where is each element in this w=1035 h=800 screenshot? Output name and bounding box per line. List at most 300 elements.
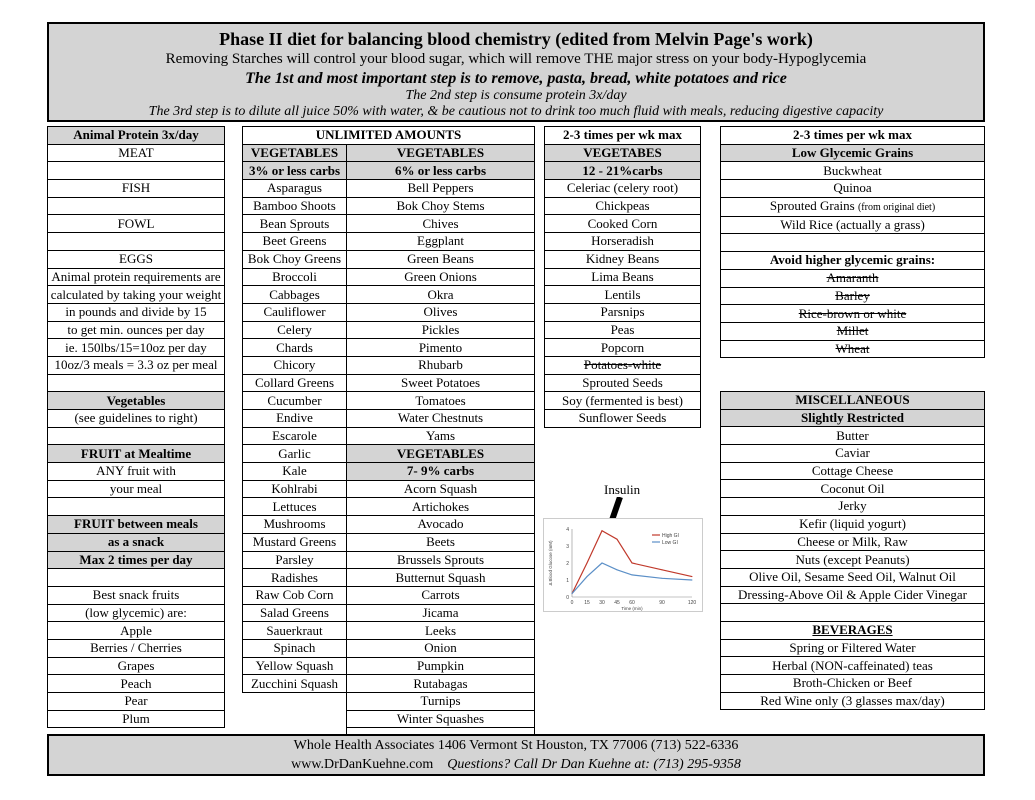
table-row xyxy=(243,321,535,339)
x-tick-label: 45 xyxy=(614,600,620,606)
list-item: Cottage Cheese xyxy=(721,462,985,480)
list-item: Broth-Chicken or Beef xyxy=(721,675,985,693)
list-item: Sweet Potatoes xyxy=(347,374,535,392)
table-row xyxy=(48,180,225,198)
header-banner xyxy=(47,22,985,122)
list-item: Bean Sprouts xyxy=(243,215,347,233)
table-row xyxy=(721,480,985,498)
table-row xyxy=(721,144,985,162)
list-item: Bok Choy Greens xyxy=(243,250,347,268)
y-axis-label: Δ Blood Glucose (mM) xyxy=(548,540,553,586)
list-item: Winter Squashes xyxy=(347,710,535,728)
list-item: Beets xyxy=(347,533,535,551)
animal-protein-table xyxy=(47,126,225,728)
list-item: Chards xyxy=(243,339,347,357)
table-row xyxy=(243,710,535,728)
table-row xyxy=(243,498,535,516)
table-row xyxy=(545,162,701,180)
data-point xyxy=(692,580,693,581)
table-row xyxy=(721,305,985,323)
list-item: Water Chestnuts xyxy=(347,410,535,428)
list-item: Peach xyxy=(48,675,225,693)
table-row xyxy=(48,569,225,587)
list-item: Rice-brown or white xyxy=(721,305,985,323)
table-row xyxy=(243,339,535,357)
list-item: Leeks xyxy=(347,622,535,640)
section-heading: as a snack xyxy=(48,533,225,551)
list-item: Cheese or Milk, Raw xyxy=(721,533,985,551)
table-row xyxy=(48,356,225,374)
table-row xyxy=(721,692,985,710)
x-tick-label: 15 xyxy=(584,600,590,606)
list-item: Chicory xyxy=(243,356,347,374)
list-item xyxy=(48,374,225,392)
table-row xyxy=(721,287,985,305)
sprouted-grains-label: Sprouted Grains xyxy=(769,197,858,213)
data-point xyxy=(617,539,618,540)
table-row xyxy=(721,551,985,569)
list-item: FISH xyxy=(48,180,225,198)
table-row xyxy=(721,604,985,622)
table-row xyxy=(48,392,225,410)
section-heading: Max 2 times per day xyxy=(48,551,225,569)
table-row xyxy=(243,268,535,286)
table-row xyxy=(243,569,535,587)
data-point xyxy=(632,563,633,564)
table-row xyxy=(48,551,225,569)
legend-entry: High GI xyxy=(662,533,679,539)
table-row xyxy=(721,252,985,270)
section-heading: VEGETABLES xyxy=(243,144,347,162)
list-item: Yellow Squash xyxy=(243,657,347,675)
list-item xyxy=(721,234,985,252)
list-item: Lentils xyxy=(545,286,701,304)
table-row xyxy=(243,675,535,693)
table-row xyxy=(721,621,985,639)
x-tick-label: 0 xyxy=(570,600,574,606)
x-axis-label: Time (min) xyxy=(621,606,643,611)
list-item: Peas xyxy=(545,321,701,339)
table-row xyxy=(243,197,535,215)
table-row xyxy=(48,286,225,304)
list-item: Chickpeas xyxy=(545,197,701,215)
table-row xyxy=(721,162,985,180)
list-item: Bell Peppers xyxy=(347,180,535,198)
list-item: Bamboo Shoots xyxy=(243,197,347,215)
data-point xyxy=(602,563,603,564)
data-point xyxy=(617,569,618,570)
list-item: Broccoli xyxy=(243,268,347,286)
list-item: Lettuces xyxy=(243,498,347,516)
list-item: Brussels Sprouts xyxy=(347,551,535,569)
x-tick-label: 120 xyxy=(687,600,697,606)
list-item: MEAT xyxy=(48,144,225,162)
table-row xyxy=(48,586,225,604)
unlimited-vegetables-table xyxy=(242,126,535,746)
table-row xyxy=(243,180,535,198)
table-row xyxy=(243,250,535,268)
list-item xyxy=(721,604,985,622)
section-heading: 3% or less carbs xyxy=(243,162,347,180)
list-item: Plum xyxy=(48,710,225,728)
table-row xyxy=(545,392,701,410)
section-heading: Low Glycemic Grains xyxy=(721,144,985,162)
list-item: Sauerkraut xyxy=(243,622,347,640)
list-item: Bok Choy Stems xyxy=(347,197,535,215)
table-row xyxy=(243,233,535,251)
list-item: (see guidelines to right) xyxy=(48,410,225,428)
beverages-heading: BEVERAGES xyxy=(721,621,985,639)
list-item xyxy=(48,197,225,215)
y-tick-label: 0 xyxy=(566,595,569,601)
list-item: Pumpkin xyxy=(347,657,535,675)
table-row xyxy=(243,144,535,162)
list-item: Millet xyxy=(721,322,985,340)
list-item: Carrots xyxy=(347,586,535,604)
list-item: ie. 150lbs/15=10oz per day xyxy=(48,339,225,357)
list-item: Butter xyxy=(721,427,985,445)
table-row xyxy=(721,586,985,604)
table-row xyxy=(243,127,535,145)
list-item: Berries / Cherries xyxy=(48,639,225,657)
grains-header: 2-3 times per wk max xyxy=(721,127,985,145)
table-row xyxy=(48,516,225,534)
list-item: Kefir (liquid yogurt) xyxy=(721,515,985,533)
header-line-5: The 3rd step is to dilute all juice 50% with water, & be cautious not to drink too much fluid with meals, reducing digestive capacity xyxy=(148,104,884,119)
list-item xyxy=(48,427,225,445)
table-row xyxy=(721,657,985,675)
table-row xyxy=(545,303,701,321)
table-row xyxy=(48,144,225,162)
table-row xyxy=(243,303,535,321)
table-row xyxy=(243,533,535,551)
table-row xyxy=(48,250,225,268)
list-item: Kohlrabi xyxy=(243,480,347,498)
table-row xyxy=(721,340,985,358)
table-row xyxy=(721,498,985,516)
list-item: Wild Rice (actually a grass) xyxy=(721,216,985,234)
list-item: Mustard Greens xyxy=(243,533,347,551)
x-tick-label: 90 xyxy=(659,600,665,606)
list-item xyxy=(243,710,347,728)
list-item: Okra xyxy=(347,286,535,304)
unlimited-header: UNLIMITED AMOUNTS xyxy=(243,127,535,145)
table-row xyxy=(243,215,535,233)
table-row xyxy=(48,197,225,215)
list-item: (low glycemic) are: xyxy=(48,604,225,622)
table-row xyxy=(48,657,225,675)
table-row xyxy=(721,409,985,427)
table-row xyxy=(243,480,535,498)
list-item: Olive Oil, Sesame Seed Oil, Walnut Oil xyxy=(721,568,985,586)
table-row xyxy=(721,445,985,463)
section-heading: 7- 9% carbs xyxy=(347,463,535,481)
list-item: Best snack fruits xyxy=(48,586,225,604)
table-row xyxy=(48,268,225,286)
list-item: your meal xyxy=(48,480,225,498)
section-heading: Slightly Restricted xyxy=(721,409,985,427)
list-item: Red Wine only (3 glasses max/day) xyxy=(721,692,985,710)
list-item: Popcorn xyxy=(545,339,701,357)
table-row xyxy=(545,339,701,357)
list-item: Chives xyxy=(347,215,535,233)
table-row xyxy=(243,586,535,604)
list-item xyxy=(243,693,347,711)
list-item: Grapes xyxy=(48,657,225,675)
table-row xyxy=(721,180,985,198)
list-item: Tomatoes xyxy=(347,392,535,410)
list-item: Sunflower Seeds xyxy=(545,410,701,428)
table-row xyxy=(48,162,225,180)
list-item: Soy (fermented is best) xyxy=(545,392,701,410)
list-item: Jerky xyxy=(721,498,985,516)
section-heading: Animal Protein 3x/day xyxy=(48,127,225,145)
list-item: Escarole xyxy=(243,427,347,445)
list-item: Quinoa xyxy=(721,180,985,198)
table-row xyxy=(48,622,225,640)
section-heading: FRUIT at Mealtime xyxy=(48,445,225,463)
list-item: Turnips xyxy=(347,693,535,711)
data-point xyxy=(572,593,573,594)
table-row xyxy=(545,321,701,339)
table-row xyxy=(721,234,985,252)
section-heading: VEGETABES xyxy=(545,144,701,162)
list-item: Cucumber xyxy=(243,392,347,410)
data-point xyxy=(587,563,588,564)
list-item: Kidney Beans xyxy=(545,250,701,268)
legend-entry: Low GI xyxy=(662,540,678,546)
list-item: Acorn Squash xyxy=(347,480,535,498)
list-item: Barley xyxy=(721,287,985,305)
footer-questions: Questions? Call Dr Dan Kuehne at: (713) 295-9358 xyxy=(447,757,741,772)
section-heading: VEGETABLES xyxy=(347,144,535,162)
table-row xyxy=(721,533,985,551)
list-item xyxy=(48,569,225,587)
table-row xyxy=(243,445,535,463)
table-row xyxy=(48,445,225,463)
table-row xyxy=(48,693,225,711)
table-row xyxy=(48,427,225,445)
table-row xyxy=(545,144,701,162)
list-item: to get min. ounces per day xyxy=(48,321,225,339)
table-row xyxy=(48,604,225,622)
table-row xyxy=(48,533,225,551)
table-row xyxy=(545,374,701,392)
table-row xyxy=(48,410,225,428)
list-item: Dressing-Above Oil & Apple Cider Vinegar xyxy=(721,586,985,604)
list-item: Pimento xyxy=(347,339,535,357)
list-item: Eggplant xyxy=(347,233,535,251)
section-heading: Vegetables xyxy=(48,392,225,410)
list-item: Raw Cob Corn xyxy=(243,586,347,604)
list-item: Sprouted Seeds xyxy=(545,374,701,392)
list-item: Rutabagas xyxy=(347,675,535,693)
list-item: Green Onions xyxy=(347,268,535,286)
list-item: Yams xyxy=(347,427,535,445)
list-item: Radishes xyxy=(243,569,347,587)
list-item: Spring or Filtered Water xyxy=(721,639,985,657)
footer-address: Whole Health Associates 1406 Vermont St Houston, TX 77006 (713) 522-6336 xyxy=(293,738,739,753)
table-row xyxy=(243,604,535,622)
list-item: Rhubarb xyxy=(347,356,535,374)
table-row xyxy=(48,463,225,481)
table-row xyxy=(545,356,701,374)
table-row xyxy=(721,462,985,480)
list-item: Celeriac (celery root) xyxy=(545,180,701,198)
data-point xyxy=(587,576,588,577)
list-item: Jicama xyxy=(347,604,535,622)
table-row xyxy=(243,374,535,392)
data-point xyxy=(662,578,663,579)
table-row xyxy=(48,303,225,321)
table-row xyxy=(545,180,701,198)
series-line-1 xyxy=(572,563,692,594)
list-item xyxy=(48,233,225,251)
table-row xyxy=(721,269,985,287)
sprouted-grains-note: (from original diet) xyxy=(857,201,936,213)
list-item: Apple xyxy=(48,622,225,640)
table-row xyxy=(48,339,225,357)
table-row xyxy=(545,286,701,304)
table-row xyxy=(243,693,535,711)
data-point xyxy=(662,569,663,570)
insulin-label: Insulin xyxy=(604,482,641,497)
table-row xyxy=(721,392,985,410)
list-item: Onion xyxy=(347,639,535,657)
list-item: Potatoes-white xyxy=(545,356,701,374)
table-row xyxy=(243,516,535,534)
page-title: Phase II diet for balancing blood chemistry (edited from Melvin Page's work) xyxy=(219,29,813,49)
list-item: Cooked Corn xyxy=(545,215,701,233)
table-row xyxy=(243,639,535,657)
list-item xyxy=(48,162,225,180)
header-line-2: Removing Starches will control your blood sugar, which will remove THE major stress on your body-Hypoglycemia xyxy=(165,51,867,67)
table-row xyxy=(48,498,225,516)
x-tick-label: 30 xyxy=(599,600,605,606)
table-row xyxy=(48,675,225,693)
table-row xyxy=(545,250,701,268)
y-tick-label: 1 xyxy=(566,578,569,584)
table-row xyxy=(545,197,701,215)
table-row xyxy=(243,657,535,675)
starchy-header: 2-3 times per wk max xyxy=(545,127,701,145)
list-item: Coconut Oil xyxy=(721,480,985,498)
table-row xyxy=(721,568,985,586)
list-item: ANY fruit with xyxy=(48,463,225,481)
list-item xyxy=(721,197,985,216)
list-item: Spinach xyxy=(243,639,347,657)
grains-table xyxy=(720,126,985,358)
list-item: Endive xyxy=(243,410,347,428)
list-item: Pickles xyxy=(347,321,535,339)
table-row xyxy=(721,127,985,145)
list-item: Olives xyxy=(347,303,535,321)
starchy-vegetables-table xyxy=(544,126,701,428)
list-item: in pounds and divide by 15 xyxy=(48,303,225,321)
avoid-heading: Avoid higher glycemic grains: xyxy=(721,252,985,270)
list-item: Amaranth xyxy=(721,269,985,287)
list-item: Salad Greens xyxy=(243,604,347,622)
list-item xyxy=(48,498,225,516)
list-item: Parsley xyxy=(243,551,347,569)
table-row xyxy=(545,410,701,428)
footer-website: www.DrDanKuehne.com xyxy=(291,757,434,772)
list-item: Wheat xyxy=(721,340,985,358)
list-item: Herbal (NON-caffeinated) teas xyxy=(721,657,985,675)
miscellaneous-table xyxy=(720,391,985,710)
table-row xyxy=(721,197,985,216)
list-item: Mushrooms xyxy=(243,516,347,534)
list-item: Beet Greens xyxy=(243,233,347,251)
data-point xyxy=(632,574,633,575)
table-row xyxy=(243,622,535,640)
list-item: EGGS xyxy=(48,250,225,268)
table-row xyxy=(545,127,701,145)
list-item: Nuts (except Peanuts) xyxy=(721,551,985,569)
table-row xyxy=(48,710,225,728)
y-tick-label: 4 xyxy=(566,527,569,533)
list-item: Buckwheat xyxy=(721,162,985,180)
list-item: Parsnips xyxy=(545,303,701,321)
table-row xyxy=(721,515,985,533)
table-row xyxy=(48,233,225,251)
table-row xyxy=(721,216,985,234)
table-row xyxy=(48,480,225,498)
y-tick-label: 2 xyxy=(566,561,569,567)
data-point xyxy=(692,576,693,577)
list-item: Collard Greens xyxy=(243,374,347,392)
table-row xyxy=(545,268,701,286)
list-item: Artichokes xyxy=(347,498,535,516)
list-item: Lima Beans xyxy=(545,268,701,286)
list-item: Cauliflower xyxy=(243,303,347,321)
list-item: Butternut Squash xyxy=(347,569,535,587)
table-row xyxy=(721,675,985,693)
footer-banner xyxy=(47,734,985,776)
table-row xyxy=(243,392,535,410)
table-row xyxy=(48,639,225,657)
list-item: Horseradish xyxy=(545,233,701,251)
table-row xyxy=(545,233,701,251)
table-row xyxy=(243,162,535,180)
list-item: FOWL xyxy=(48,215,225,233)
table-row xyxy=(545,215,701,233)
misc-header: MISCELLANEOUS xyxy=(721,392,985,410)
header-line-4: The 2nd step is consume protein 3x/day xyxy=(405,88,627,103)
table-row xyxy=(48,127,225,145)
section-heading: 12 - 21%carbs xyxy=(545,162,701,180)
table-row xyxy=(48,321,225,339)
insulin-chart xyxy=(543,518,703,612)
list-item: Zucchini Squash xyxy=(243,675,347,693)
list-item: Green Beans xyxy=(347,250,535,268)
list-item: calculated by taking your weight xyxy=(48,286,225,304)
table-row xyxy=(721,322,985,340)
table-row xyxy=(243,463,535,481)
y-tick-label: 3 xyxy=(566,544,569,550)
section-heading: VEGETABLES xyxy=(347,445,535,463)
list-item: Animal protein requirements are xyxy=(48,268,225,286)
list-item: 10oz/3 meals = 3.3 oz per meal xyxy=(48,356,225,374)
list-item: Cabbages xyxy=(243,286,347,304)
table-row xyxy=(48,215,225,233)
table-row xyxy=(721,639,985,657)
list-item: Kale xyxy=(243,463,347,481)
table-row xyxy=(721,427,985,445)
section-heading: FRUIT between meals xyxy=(48,516,225,534)
list-item: Avocado xyxy=(347,516,535,534)
data-point xyxy=(602,530,603,531)
